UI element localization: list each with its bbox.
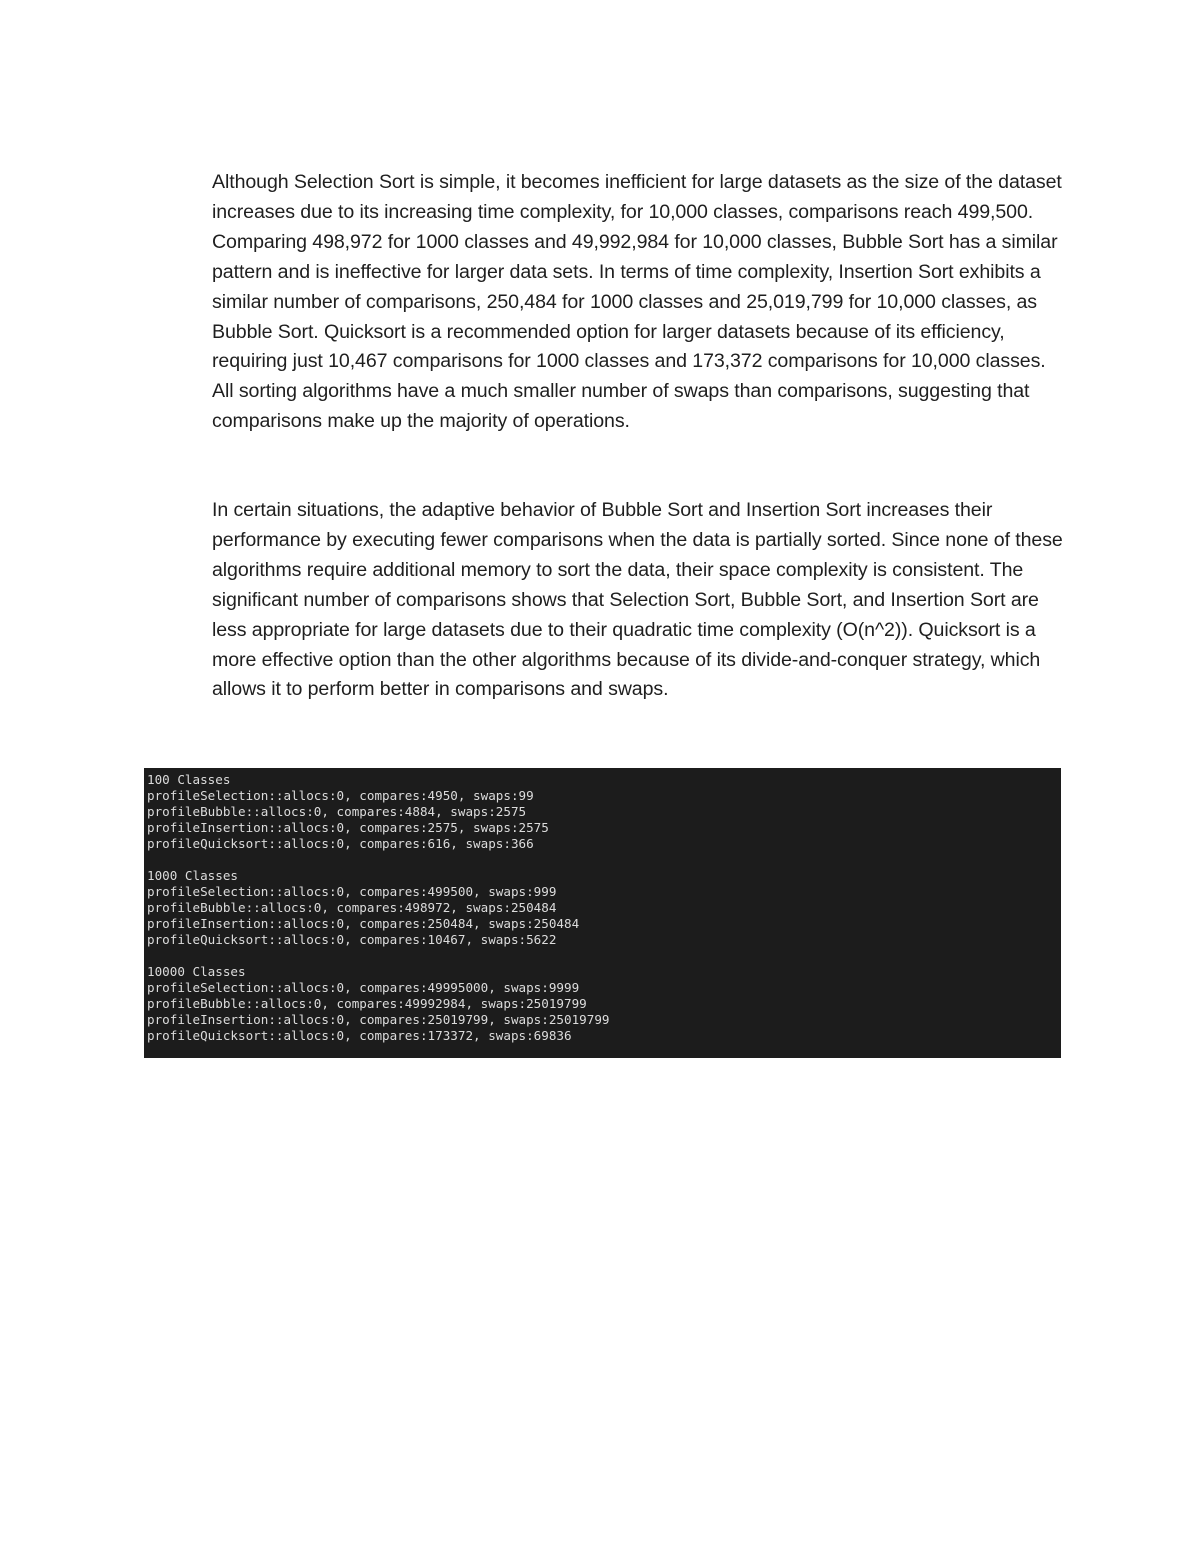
paragraph-sorting-analysis: Although Selection Sort is simple, it becomes inefficient for large datasets as the size of the dataset increases due to its increasing time complexity, for 10,000 classes, comparisons reach 499,500. Comparing 498,972 for 1000 classes and 49,992,984 for 10,000 classes, Bubble Sort has a similar pattern and is ineffective for larger data sets. In terms of time complexity, Insertion Sort exhibits a similar number of comparisons, 250,484 for 1000 classes and 25,019,799 for 10,000 classes, as Bubble Sort. Quicksort is a recommended option for larger datasets because of its efficiency, requiring just 10,467 comparisons for 1000 classes and 173,372 comparisons for 10,000 classes. All sorting algorithms have a much smaller number of swaps than comparisons, suggesting that comparisons make up the majority of operations. [212, 171, 1062, 433]
terminal-line-10000-quicksort: profileQuicksort::allocs:0, compares:173372, swaps:69836 [147, 1028, 572, 1043]
terminal-line-blank [147, 852, 610, 868]
terminal-output-screenshot [144, 768, 1061, 1058]
terminal-line-1000-insertion: profileInsertion::allocs:0, compares:250484, swaps:250484 [147, 916, 580, 931]
terminal-line-1000-bubble: profileBubble::allocs:0, compares:498972, swaps:250484 [147, 900, 557, 915]
terminal-line-10000-selection: profileSelection::allocs:0, compares:49995000, swaps:9999 [147, 980, 580, 995]
terminal-line-1000-selection: profileSelection::allocs:0, compares:499500, swaps:999 [147, 884, 557, 899]
terminal-line-10000-bubble: profileBubble::allocs:0, compares:49992984, swaps:25019799 [147, 996, 587, 1011]
terminal-line-100-insertion: profileInsertion::allocs:0, compares:2575, swaps:2575 [147, 820, 549, 835]
terminal-line-10000-insertion: profileInsertion::allocs:0, compares:25019799, swaps:25019799 [147, 1012, 610, 1027]
terminal-line-10000-classes-header: 10000 Classes [147, 964, 246, 979]
terminal-line-blank [147, 948, 610, 964]
terminal-line-100-bubble: profileBubble::allocs:0, compares:4884, swaps:2575 [147, 804, 527, 819]
terminal-line-100-quicksort: profileQuicksort::allocs:0, compares:616, swaps:366 [147, 836, 534, 851]
terminal-line-1000-classes-header: 1000 Classes [147, 868, 238, 883]
terminal-line-100-selection: profileSelection::allocs:0, compares:4950, swaps:99 [147, 788, 534, 803]
terminal-lines [147, 772, 610, 1044]
terminal-line-1000-quicksort: profileQuicksort::allocs:0, compares:10467, swaps:5622 [147, 932, 557, 947]
paragraph-adaptive-behavior: In certain situations, the adaptive behavior of Bubble Sort and Insertion Sort increases their performance by executing fewer comparisons when the data is partially sorted. Since none of these algorithms require additional memory to sort the data, their space complexity is consistent. The significant number of comparisons shows that Selection Sort, Bubble Sort, and Insertion Sort are less appropriate for large datasets due to their quadratic time complexity (O(n^2)). Quicksort is a more effective option than the other algorithms because of its divide-and-conquer strategy, which allows it to perform better in comparisons and swaps. [212, 499, 1063, 701]
terminal-line-100-classes-header: 100 Classes [147, 772, 231, 787]
